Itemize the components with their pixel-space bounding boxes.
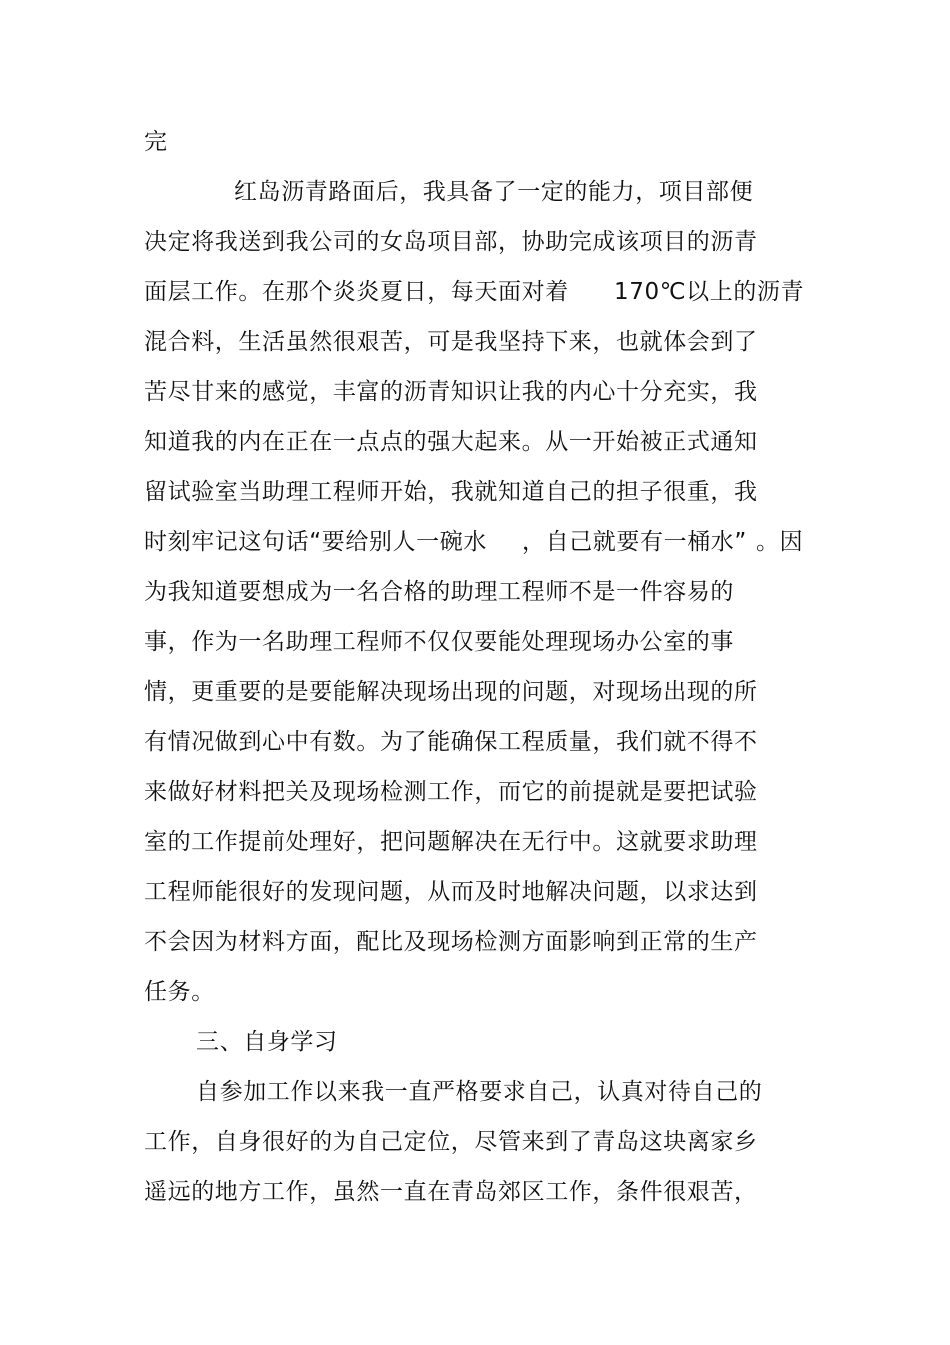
text-fragment: 混合料，生活虽然很艰苦，可是我坚持下来，也就体会到了 <box>144 329 758 355</box>
text-fragment: 事，作为一名助理工程师不仅仅要能处理现场办公室的事 <box>144 629 734 655</box>
text-line <box>144 1177 758 1207</box>
text-line <box>144 727 758 757</box>
text-fragment: 遥远的地方工作，虽然一直在青岛郊区工作，条件很艰苦， <box>144 1179 758 1205</box>
text-fragment: 任务。 <box>144 979 215 1005</box>
text-line <box>144 477 758 507</box>
text-line <box>144 827 758 857</box>
text-fragment: 。因 <box>756 529 804 555</box>
text-fragment: 有情况做到心中有数。为了能确保工程质量，我们就不得不 <box>144 729 758 755</box>
section-heading-text: 三、自身学习 <box>196 1029 338 1055</box>
text-line <box>144 577 734 607</box>
text-line <box>144 127 168 157</box>
text-fragment: 时刻牢记这句话“要给别人一碗水 <box>144 529 487 555</box>
text-line <box>144 227 758 257</box>
text-fragment: 室的工作提前处理好，把问题解决在无行中。这就要求助理 <box>144 829 758 855</box>
text-fragment: 决定将我送到我公司的女岛项目部，协助完成该项目的沥青 <box>144 229 758 255</box>
text-line <box>144 427 758 457</box>
text-fragment: 完 <box>144 129 168 155</box>
text-line <box>234 177 753 207</box>
text-fragment: 留试验室当助理工程师开始，我就知道自己的担子很重，我 <box>144 479 758 505</box>
text-fragment: 来做好材料把关及现场检测工作，而它的前提就是要把试验 <box>144 779 758 805</box>
text-line <box>144 677 758 707</box>
text-line <box>144 877 758 907</box>
text-line <box>144 927 758 957</box>
text-line <box>144 327 758 357</box>
text-fragment: 知道我的内在正在一点点的强大起来。从一开始被正式通知 <box>144 429 758 455</box>
text-fragment: 工作，自身很好的为自己定位，尽管来到了青岛这块离家乡 <box>144 1129 758 1155</box>
section-heading <box>196 1027 338 1057</box>
text-line <box>144 527 814 557</box>
text-line <box>144 977 215 1007</box>
text-line <box>144 277 804 307</box>
text-line <box>144 1127 758 1157</box>
text-fragment: ，自己就要有一桶水” <box>522 529 747 555</box>
text-fragment: 为我知道要想成为一名合格的助理工程师不是一件容易的 <box>144 579 734 605</box>
text-fragment: 红岛沥青路面后，我具备了一定的能力，项目部便 <box>234 179 754 205</box>
text-line <box>144 377 758 407</box>
text-fragment: 情，更重要的是要能解决现场出现的问题，对现场出现的所 <box>144 679 758 705</box>
temperature-text: 170℃以上的沥青 <box>614 279 805 305</box>
text-line <box>144 627 734 657</box>
text-line <box>144 777 758 807</box>
text-fragment: 苦尽甘来的感觉，丰富的沥青知识让我的内心十分充实，我 <box>144 379 758 405</box>
text-fragment: 面层工作。在那个炎炎夏日，每天面对着 <box>144 279 569 305</box>
text-fragment: 工程师能很好的发现问题，从而及时地解决问题，以求达到 <box>144 879 758 905</box>
text-line <box>196 1077 762 1107</box>
text-fragment: 自参加工作以来我一直严格要求自己，认真对待自己的 <box>196 1079 763 1105</box>
text-fragment: 不会因为材料方面，配比及现场检测方面影响到正常的生产 <box>144 929 758 955</box>
